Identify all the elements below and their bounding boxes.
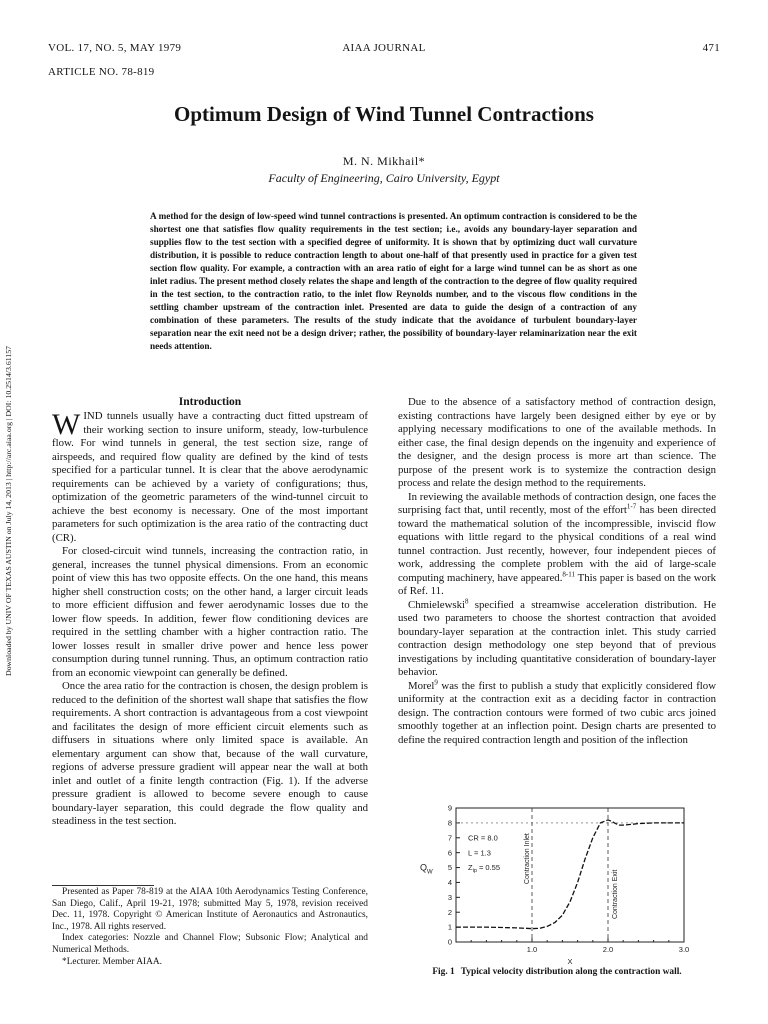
citation: 8-11 <box>562 569 575 578</box>
y-tick-label: 5 <box>447 863 452 873</box>
y-tick-label: 4 <box>447 878 452 888</box>
right-paragraph-4: Morel$^9$ was the first to publish a study that explicitly considered flow uniformity at the contraction exit as a deciding factor in contraction design. The contraction contours were formed of two cubic arcs joined smoothly together at an inflection point. Design charts are presented to define the required contraction length and position of the inflection <box>398 677 716 746</box>
author-name: M. N. Mikhail* <box>342 154 426 168</box>
footnote-presentation: Presented as Paper 78-819 at the AIAA 10th Aerodynamics Testing Conference, San Diego, Calif., April 19-21, 1978; submitted May 5, 1978, revision received Dec. 11, 1978. Copyright © American Institute of Aeronautics and Astronautics, Inc., 1978. All rights reserved. <box>52 887 368 932</box>
citation: 9 <box>434 677 438 686</box>
y-tick-label: 0 <box>447 937 452 947</box>
y-tick-label: 3 <box>447 892 452 902</box>
parameter-label: L = 1.3 <box>468 848 491 858</box>
y-tick-label: 1 <box>447 922 452 932</box>
right-paragraph-1: Due to the absence of a satisfactory method of contraction design, existing contractions have largely been designed either by eye or by applying necessary modifications to one of the available methods. In either case, the final design depends on the ingenuity and experience of the designer, and the design process is more art than science. The purpose of the present work is to systemize the contraction design process and relate the design method to the requirements. <box>398 396 716 489</box>
footnote-divider <box>52 885 154 886</box>
x-tick-label: 3.0 <box>678 945 690 954</box>
intro-paragraph-3: Once the area ratio for the contraction is chosen, the design problem is reduced to the definition of the shortest wall shape that satisfies the flow requirements. A short contraction is advantageous from a cost viewpoint and facilitates the design of more efficient circuit elements such as diffusers in situations where only limited space is available. An elementary argument can show that, because of the wall curvature, regions of adverse pressure gradient will appear near the wall at both inlet and outlet of a finite length contraction (Fig. 1). If the adverse pressure gradient is allowed to become severe enough to cause boundary-layer separation, this could degrade the flow quality and steadiness in the test section. <box>52 680 368 827</box>
exit-label: Contraction Exit <box>612 869 619 920</box>
citation: 8 <box>464 596 469 605</box>
y-tick-label: 6 <box>447 848 452 858</box>
running-header-journal: AIAA JOURNAL <box>342 42 426 54</box>
y-tick-label: 7 <box>447 833 452 843</box>
x-axis-label: X <box>567 957 573 966</box>
figure-caption <box>398 967 716 977</box>
left-column <box>52 410 368 829</box>
parameter-label: CR = 8.0 <box>468 833 498 843</box>
abstract: A method for the design of low-speed wind tunnel contractions is presented. An optimum contraction is considered to be the shortest one that satisfies flow quality requirements in the test section; i.e., avoids any boundary-layer separation and supplies flow to the test section with a specified degree of uniformity. It is shown that by optimizing duct wall curvature distribution, it is possible to reduce contraction length to about one-half of that presently used in practice for a given test section flow quality. For example, a contraction with an area ratio of eight for a large wind tunnel can be as short as one inlet radius. The present method closely relates the shape and length of the contraction to the degree of flow quality required in the test section, to the contraction ratio, to the inlet flow Reynolds number, and to the viscous flow conditions in the settling chamber upstream of the contraction inlet. Presented are data to guide the design of a contraction of any combination of these parameters. The results of the study indicate that the avoidance of turbulent boundary-layer separation near the exit need not be a design driver; rather, the possibility of boundary-layer relaminarization near the exit needs attention. <box>150 211 637 352</box>
figure-velocity-distribution <box>410 800 716 968</box>
paper-title: Optimum Design of Wind Tunnel Contractions <box>174 102 594 126</box>
x-tick-label: 1.0 <box>526 945 538 954</box>
right-paragraph-3: Chmielewski$^8$ specified a streamwise acceleration distribution. He used two parameters to choose the shortest contraction that avoided boundary-layer separation at the contraction inlet. This study carried contraction design methodology one step beyond that of previous investigations by including quantitative consideration of boundary-layer behavior. <box>398 596 716 678</box>
figure-caption-text: Typical velocity distribution along the contraction wall. <box>460 967 682 977</box>
footnote-index-categories: Index categories: Nozzle and Channel Flow; Subsonic Flow; Analytical and Numerical Methods. <box>52 933 368 955</box>
parameter-subscript: ip <box>472 868 477 875</box>
right-column <box>398 396 716 747</box>
parameter-value: = 0.55 <box>476 863 501 873</box>
plot-frame <box>456 808 684 942</box>
page-number: 471 <box>702 42 720 54</box>
y-tick-label: 8 <box>447 818 452 828</box>
citation: 1-7 <box>626 502 637 511</box>
right-paragraph-2: In reviewing the available methods of contraction design, one faces the surprising fact that, until recently, most of the effort$^{1-7}$ has been directed toward the mathematical solution of the incompressible, inviscid flow equations with little regard to the physical conditions of a real wind tunnel contraction. Just recently, however, four independent pieces of work, addressing the complete problem with the aid of large-scale computing machinery, have appeared.$^{8-11}$ This paper is based on the work of Ref. 11. <box>398 490 716 597</box>
intro-paragraph-2: For closed-circuit wind tunnels, increasing the contraction ratio, in general, increases the tunnel physical dimensions. From an economic point of view this has two opposite effects. On the one hand, this means higher shell construction costs; on the other hand, a larger circuit leads to more efficient diffusion and fewer aerodynamic losses due to the lower flow speeds. In addition, fewer flow conditioning devices are required in the settling chamber with a higher contraction ratio. The lower losses result in smaller drive power and hence less power consumption during tunnel running. Thus, an optimum contraction ratio from an economic viewpoint can generally be defined. <box>52 545 368 679</box>
footnotes <box>52 887 368 968</box>
running-header-volume: VOL. 17, NO. 5, MAY 1979 <box>48 42 182 54</box>
parameter-label: $Z_{ip} = 0.55$ <box>468 863 501 875</box>
y-tick-label: 9 <box>447 803 452 813</box>
x-tick-label: 2.0 <box>602 945 614 954</box>
y-axis-label: $Q_W$ <box>420 862 433 876</box>
figure-label: Fig. 1 <box>432 967 455 977</box>
drop-cap: W <box>52 408 81 441</box>
y-axis-label-subscript: W <box>427 869 433 876</box>
author-affiliation: Faculty of Engineering, Cairo University, Egypt <box>268 171 500 185</box>
article-number: ARTICLE NO. 78-819 <box>48 66 155 78</box>
inlet-label: Contraction Inlet <box>524 833 531 885</box>
y-tick-label: 2 <box>447 907 452 917</box>
section-heading-introduction: Introduction <box>178 396 242 408</box>
footnote-author: *Lecturer. Member AIAA. <box>62 956 162 967</box>
download-watermark: Downloaded by UNIV OF TEXAS AUSTIN on July 14, 2013 | http://arc.aiaa.org | DOI: 10.2514/3.61157 <box>4 345 13 677</box>
intro-paragraph-1: WIND tunnels usually have a contracting duct fitted upstream of their working section to insure uniform, steady, low-turbulence flow. For wind tunnels in general, the test section size, range of airspeeds, and required flow quality are defined by the kind of tests specified for a particular tunnel. It is clear that the above aerodynamic requirements can be achieved by a variety of configurations; thus, optimization of the geometric parameters of the wind-tunnel circuit to achieve the best economy is necessary. One of the most important parameters for such optimization is the area ratio of the contracting duct (CR). <box>52 408 368 544</box>
